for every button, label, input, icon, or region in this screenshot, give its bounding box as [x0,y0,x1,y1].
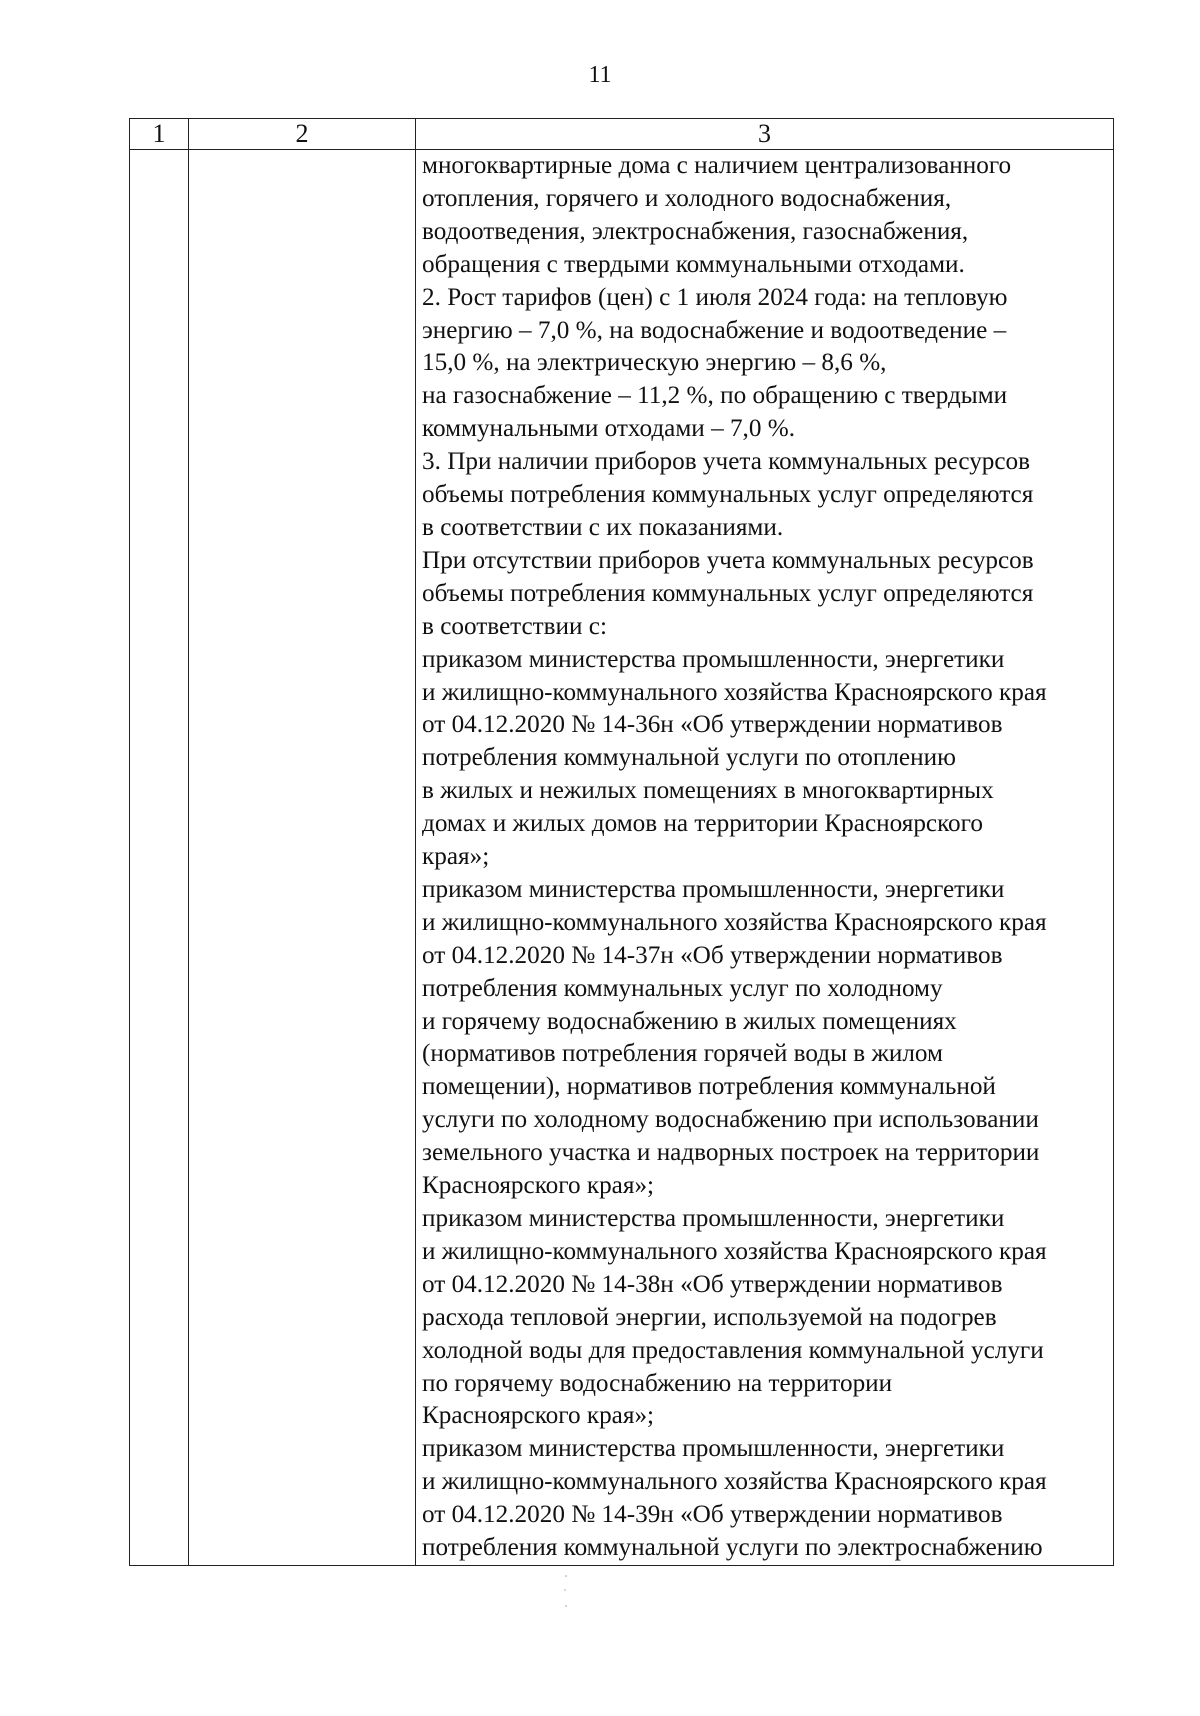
text-line: края»; [422,843,490,871]
text-line: на газоснабжение – 11,2 %, по обращению с твердыми [422,382,1008,410]
text-line: холодной воды для предоставления коммунальной услуги [422,1336,1044,1364]
text-line: по горячему водоснабжению на территории [422,1369,893,1397]
text-line: 15,0 %, на электрическую энергию – 8,6 %, [422,349,887,377]
column-header-3: 3 [416,119,1114,150]
text-line: энергию – 7,0 %, на водоснабжение и водоотведение – [422,316,1007,344]
text-line: в жилых и нежилых помещениях в многоквартирных [422,777,994,805]
text-line: в соответствии с: [422,612,607,640]
text-line: объемы потребления коммунальных услуг определяются [422,579,1034,607]
text-line: обращения с твердыми коммунальными отходами. [422,250,965,278]
text-line: потребления коммунальных услуг по холодному [422,974,943,1002]
table-header-row [130,119,1114,150]
text-line: отопления, горячего и холодного водоснабжения, [422,184,952,212]
table-row [130,150,1114,1566]
document-table [129,118,1114,1566]
text-line: Красноярского края»; [422,1402,655,1430]
text-line: и жилищно-коммунального хозяйства Красноярского края [422,678,1047,706]
text-line: и горячему водоснабжению в жилых помещениях [422,1007,957,1035]
text-line: При отсутствии приборов учета коммунальных ресурсов [422,546,1034,574]
column-header-2: 2 [189,119,416,150]
text-line: от 04.12.2020 № 14-37н «Об утверждении нормативов [422,941,1003,969]
text-line: домах и жилых домов на территории Красноярского [422,810,983,838]
text-line: от 04.12.2020 № 14-36н «Об утверждении нормативов [422,711,1003,739]
column-header-1: 1 [130,119,189,150]
text-line: приказом министерства промышленности, энергетики [422,1435,1005,1463]
text-line: Красноярского края»; [422,1172,655,1200]
text-line: приказом министерства промышленности, энергетики [422,1205,1005,1232]
text-line: помещении), нормативов потребления коммунальной [422,1073,996,1101]
text-line: и жилищно-коммунального хозяйства Красноярского края [422,908,1047,936]
text-line: приказом министерства промышленности, энергетики [422,645,1005,673]
text-line: услуги по холодному водоснабжению при использовании [422,1106,1039,1134]
text-line: и жилищно-коммунального хозяйства Красноярского края [422,1237,1047,1265]
scan-artifact-marks [560,1572,572,1612]
text-line: от 04.12.2020 № 14-39н «Об утверждении нормативов [422,1501,1003,1529]
text-line: объемы потребления коммунальных услуг определяются [422,481,1034,509]
cell-column-3 [416,150,1114,1566]
page-number: 11 [588,62,612,88]
text-line: приказом министерства промышленности, энергетики [422,875,1005,903]
cell-column-1 [130,150,189,1566]
text-line: водоотведения, электроснабжения, газоснабжения, [422,217,969,245]
text-line: земельного участка и надворных построек на территории [422,1139,1040,1167]
text-line: коммунальными отходами – 7,0 %. [422,415,796,443]
text-line: и жилищно-коммунального хозяйства Красноярского края [422,1468,1047,1496]
text-line: от 04.12.2020 № 14-38н «Об утверждении нормативов [422,1270,1003,1298]
text-line: 3. При наличии приборов учета коммунальных ресурсов [422,448,1031,476]
cell-column-2 [189,150,416,1566]
text-line: потребления коммунальной услуги по отоплению [422,744,956,772]
text-line: потребления коммунальной услуги по электроснабжению [422,1534,1043,1562]
column-3-text [416,150,1113,1565]
text-line: 2. Рост тарифов (цен) с 1 июля 2024 года: на тепловую [422,283,1008,311]
text-line: в соответствии с их показаниями. [422,513,784,541]
text-line: (нормативов потребления горячей воды в жилом [422,1040,943,1068]
text-line: многоквартирные дома с наличием централизованного [422,152,1012,179]
text-line: расхода тепловой энергии, используемой на подогрев [422,1303,997,1331]
